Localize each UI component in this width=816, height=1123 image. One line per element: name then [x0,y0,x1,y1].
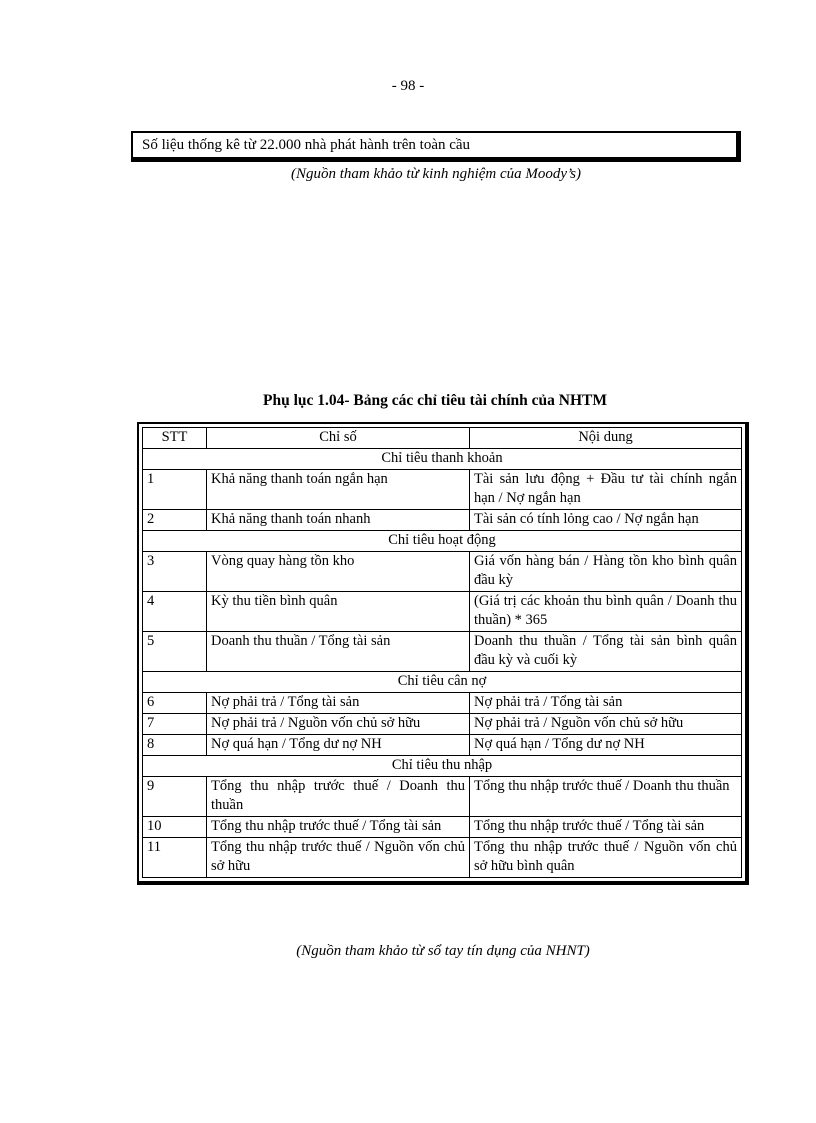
row-content: Doanh thu thuần / Tổng tài sản bình quân đầu kỳ và cuối kỳ [470,632,742,672]
table-row [143,470,742,510]
section-title: Chỉ tiêu thanh khoản [143,449,742,470]
row-indicator: Vòng quay hàng tồn kho [207,552,470,592]
row-stt: 9 [143,777,207,817]
section-row [143,756,742,777]
row-content: Nợ quá hạn / Tổng dư nợ NH [470,735,742,756]
row-content: Nợ phải trả / Nguồn vốn chủ sở hữu [470,714,742,735]
row-stt: 6 [143,693,207,714]
row-indicator: Nợ phải trả / Tổng tài sản [207,693,470,714]
table-row [143,714,742,735]
row-stt: 3 [143,552,207,592]
table-row [143,777,742,817]
row-stt: 4 [143,592,207,632]
row-content: Tổng thu nhập trước thuế / Tổng tài sản [470,817,742,838]
statistics-note-box: Số liệu thống kê từ 22.000 nhà phát hành trên toàn cầu [131,131,741,162]
row-indicator: Doanh thu thuần / Tổng tài sản [207,632,470,672]
row-content: Tài sản lưu động + Đầu tư tài chính ngắn hạn / Nợ ngắn hạn [470,470,742,510]
section-row [143,672,742,693]
top-source-caption: (Nguồn tham khảo từ kinh nghiệm của Moody’s) [291,166,581,182]
row-stt: 7 [143,714,207,735]
table-row [143,552,742,592]
row-indicator: Tổng thu nhập trước thuế / Tổng tài sản [207,817,470,838]
table-row [143,510,742,531]
header-stt: STT [143,428,207,449]
table-row [143,592,742,632]
table-row [143,817,742,838]
header-indicator: Chỉ số [207,428,470,449]
section-title: Chỉ tiêu hoạt động [143,531,742,552]
table-row [143,693,742,714]
bottom-source-caption: (Nguồn tham khảo từ sổ tay tín dụng của NHNT) [296,943,590,959]
row-indicator: Kỳ thu tiền bình quân [207,592,470,632]
page-number: - 98 - [391,78,425,94]
table-row [143,632,742,672]
row-indicator: Tổng thu nhập trước thuế / Doanh thu thuần [207,777,470,817]
row-content: Tổng thu nhập trước thuế / Doanh thu thuần [470,777,742,817]
table-row [143,838,742,878]
row-stt: 8 [143,735,207,756]
row-content: Tổng thu nhập trước thuế / Nguồn vốn chủ sở hữu bình quân [470,838,742,878]
indicators-table [142,427,742,878]
section-title: Chỉ tiêu thu nhập [143,756,742,777]
row-content: Giá vốn hàng bán / Hàng tồn kho bình quân đầu kỳ [470,552,742,592]
row-stt: 1 [143,470,207,510]
row-indicator: Nợ quá hạn / Tổng dư nợ NH [207,735,470,756]
table-header-row [143,428,742,449]
row-stt: 2 [143,510,207,531]
row-stt: 5 [143,632,207,672]
row-content: Tài sản có tính lỏng cao / Nợ ngắn hạn [470,510,742,531]
row-indicator: Nợ phải trả / Nguồn vốn chủ sở hữu [207,714,470,735]
table-row [143,735,742,756]
section-row [143,531,742,552]
row-stt: 10 [143,817,207,838]
section-row [143,449,742,470]
row-indicator: Khả năng thanh toán ngắn hạn [207,470,470,510]
row-indicator: Tổng thu nhập trước thuế / Nguồn vốn chủ sở hữu [207,838,470,878]
row-content: (Giá trị các khoản thu bình quân / Doanh thu thuần) * 365 [470,592,742,632]
row-indicator: Khả năng thanh toán nhanh [207,510,470,531]
header-content: Nội dung [470,428,742,449]
indicators-table-frame [137,422,749,885]
row-stt: 11 [143,838,207,878]
section-title: Chỉ tiêu cân nợ [143,672,742,693]
row-content: Nợ phải trả / Tổng tài sản [470,693,742,714]
table-title: Phụ lục 1.04- Bảng các chỉ tiêu tài chính của NHTM [262,392,608,409]
